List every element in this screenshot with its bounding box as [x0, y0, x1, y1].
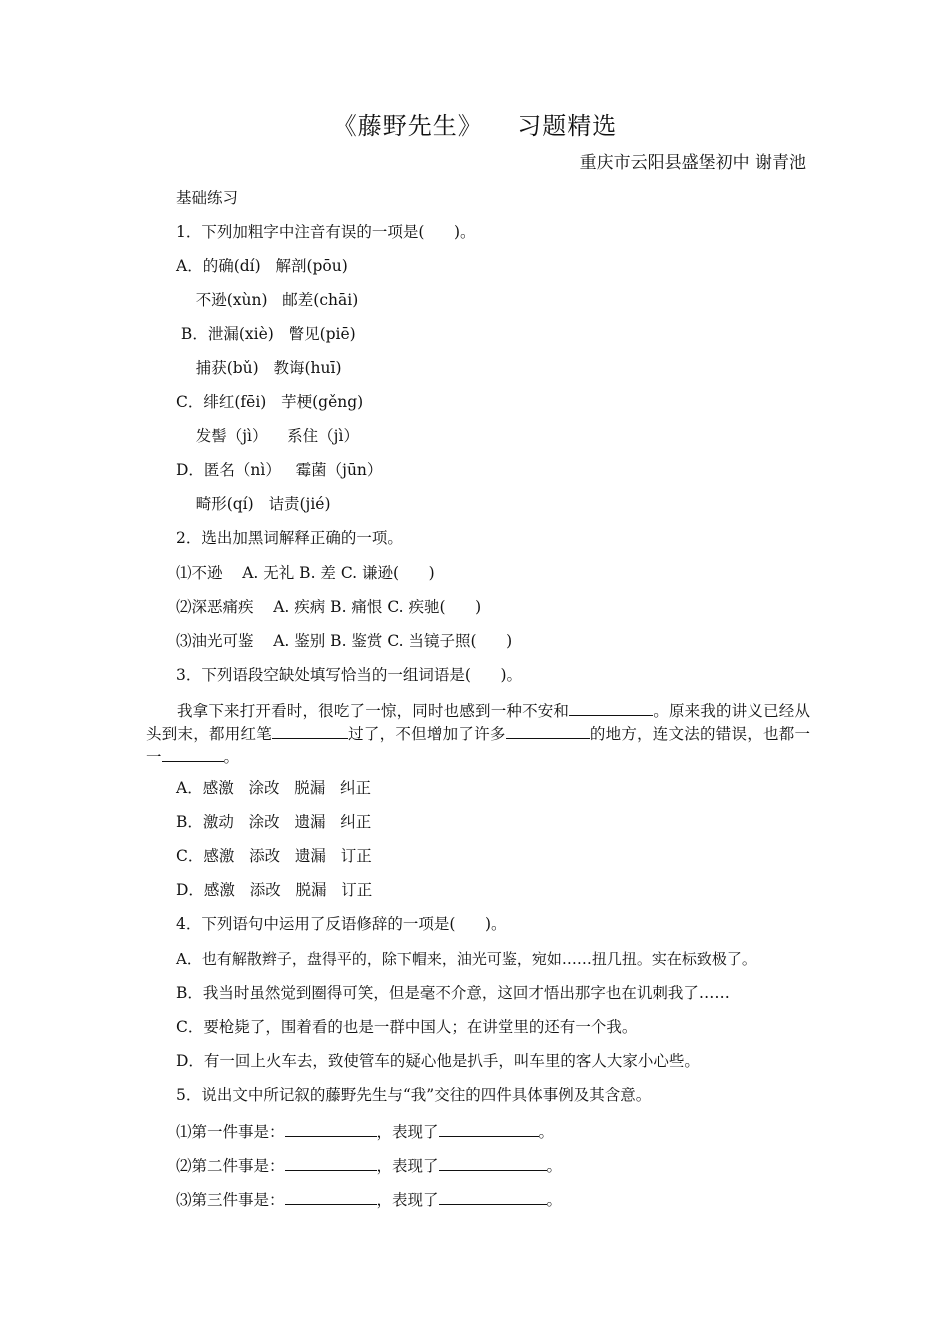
- question-4-stem: 4．下列语句中运用了反语修辞的一项是( )。: [176, 915, 507, 933]
- section-heading: 基础练习: [176, 189, 239, 207]
- q5-item-1-mid: ，表现了: [376, 1123, 439, 1141]
- q3-option-d: D．感激 添改 脱漏 订正: [176, 881, 373, 899]
- author-line: 重庆市云阳县盛堡初中 谢青池: [579, 153, 806, 173]
- q5-item-1: [176, 1120, 554, 1142]
- q3-passage-part-2: 。原来我的讲义已经从头到末，都用红笔: [146, 702, 810, 743]
- q5-item-2-end: 。: [546, 1157, 563, 1175]
- q4-option-c: C．要枪毙了，围着看的也是一群中国人；在讲堂里的还有一个我。: [176, 1018, 638, 1036]
- q1-option-b-line2: 捕获(bǔ) 教诲(huī): [176, 359, 342, 377]
- blank-4: [162, 745, 224, 762]
- q3-option-b: B．激动 涂改 遗漏 纠正: [176, 813, 372, 831]
- q4-option-a: A．也有解散辫子，盘得平的，除下帽来，油光可鉴，宛如……扭几扭。实在标致极了。: [176, 950, 757, 968]
- q5-item-1-label: ⑴第一件事是：: [176, 1123, 285, 1141]
- question-2-stem: 2．选出加黑词解释正确的一项。: [176, 529, 403, 547]
- q5-item-3-end: 。: [546, 1191, 563, 1209]
- q5-item-1-end: 。: [538, 1123, 555, 1141]
- q1-option-d-line2: 畸形(qí) 诘责(jié): [176, 495, 331, 513]
- page-title: 《藤野先生》 习题精选: [332, 112, 618, 140]
- q3-passage-part-5: 。: [223, 748, 240, 766]
- blank-2: [272, 722, 348, 739]
- question-3-stem: 3．下列语段空缺处填写恰当的一组词语是( )。: [176, 666, 523, 684]
- q5-item-1-blank-event: [285, 1120, 377, 1137]
- q3-passage-part-4: 的地方，连文法的错误，也都一一: [146, 725, 810, 766]
- q5-item-3-mid: ，表现了: [376, 1191, 439, 1209]
- q1-option-a-line1: A．的确(dí) 解剖(pōu): [176, 257, 348, 275]
- q4-option-d: D．有一回上火车去，致使管车的疑心他是扒手，叫车里的客人大家小心些。: [176, 1052, 700, 1070]
- q3-option-c: C．感激 添改 遗漏 订正: [176, 847, 372, 865]
- question-1-stem: 1．下列加粗字中注音有误的一项是( )。: [176, 223, 476, 241]
- q5-item-3-blank-meaning: [439, 1188, 547, 1205]
- q5-item-2-blank-meaning: [439, 1154, 547, 1171]
- q5-item-2-label: ⑵第二件事是：: [176, 1157, 285, 1175]
- blank-3: [506, 722, 590, 739]
- q2-item-2: ⑵深恶痛疾 A. 疾病 B. 痛恨 C. 疾驰( ): [176, 598, 482, 616]
- q5-item-1-blank-meaning: [439, 1120, 539, 1137]
- q5-item-3-label: ⑶第三件事是：: [176, 1191, 285, 1209]
- q5-item-3: [176, 1188, 562, 1210]
- q5-item-2: [176, 1154, 562, 1176]
- blank-1: [569, 699, 653, 716]
- q1-option-d-line1: D．匿名（nì） 霉菌（jūn）: [176, 461, 383, 479]
- q1-option-b-line1: B．泄漏(xiè) 瞥见(piē): [176, 325, 356, 343]
- q5-item-3-blank-event: [285, 1188, 377, 1205]
- q2-item-3: ⑶油光可鉴 A. 鉴别 B. 鉴赏 C. 当镜子照( ): [176, 632, 513, 650]
- q1-option-a-line2: 不逊(xùn) 邮差(chāi): [176, 291, 359, 309]
- q2-item-1: ⑴不逊 A. 无礼 B. 差 C. 谦逊( ): [176, 564, 435, 582]
- q1-option-c-line1: C．绯红(fēi) 芋梗(gěng): [176, 393, 364, 411]
- q5-item-2-blank-event: [285, 1154, 377, 1171]
- q3-option-a: A．感激 涂改 脱漏 纠正: [176, 779, 372, 797]
- question-5-stem: 5．说出文中所记叙的藤野先生与“我”交往的四件具体事例及其含意。: [176, 1086, 652, 1104]
- q3-passage-part-1: 我拿下来打开看时，很吃了一惊，同时也感到一种不安和: [177, 702, 570, 720]
- q3-passage: [146, 699, 810, 768]
- q5-item-2-mid: ，表现了: [376, 1157, 439, 1175]
- q4-option-b: B．我当时虽然觉到圈得可笑，但是毫不介意，这回才悟出那字也在讥刺我了……: [176, 984, 730, 1002]
- q3-passage-part-3: 过了，不但增加了许多: [347, 725, 506, 743]
- q1-option-c-line2: 发髻（jì） 系住（jì）: [176, 427, 359, 445]
